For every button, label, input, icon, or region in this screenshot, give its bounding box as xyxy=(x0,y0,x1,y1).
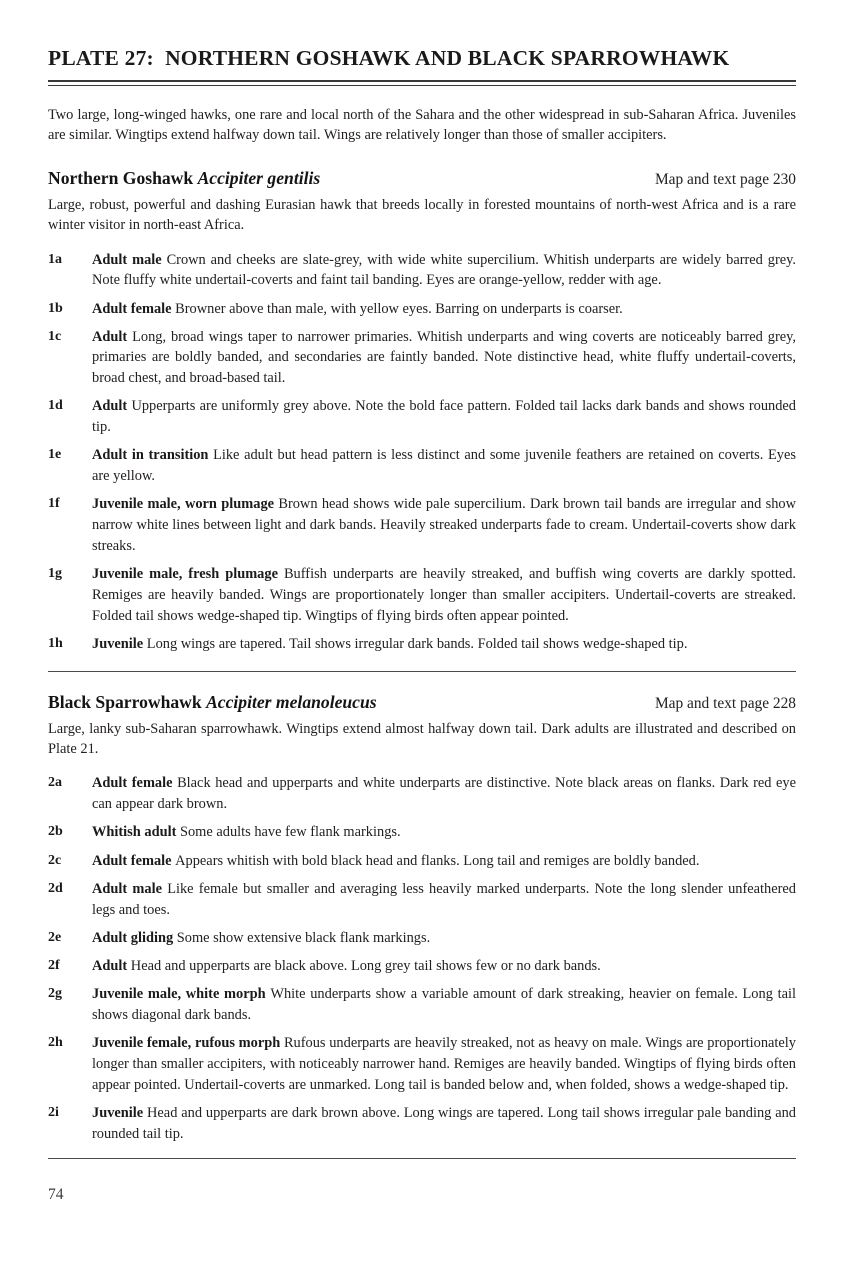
entry-2b xyxy=(48,822,796,843)
species-map-text-reference: Map and text page 228 xyxy=(654,694,796,712)
entry-text: White underparts show a variable amount of dark streaking, heavier on female. Long tail shows diagonal dark bands. xyxy=(92,986,796,1024)
entry-1c xyxy=(48,327,796,389)
entry-text: Crown and cheeks are slate-grey, with wide white supercilium. Whitish underparts are widely barred grey. Note fluffy white undertail-coverts and faint tail banding. Eyes are orange-yellow, redder with age. xyxy=(92,251,796,289)
entry-text: Brown head shows wide pale supercilium. Dark brown tail bands are irregular and show narrow white lines between light and dark bands. Heavily streaked underparts fade to cream. Undertail-coverts show dark streaks. xyxy=(92,496,796,554)
entry-lead: Adult xyxy=(92,328,133,345)
entry-key: 1c xyxy=(48,328,62,344)
entry-lead: Juvenile female, rufous morph xyxy=(92,1035,284,1052)
species-name xyxy=(48,692,377,713)
entry-1b xyxy=(48,299,796,320)
entry-body xyxy=(92,634,796,655)
entry-text: Rufous underparts are heavily streaked, not as heavy on male. Wings are proportionately longer than smaller accipiters, with noticeably narrower hand. Remiges are heavily banded. Wingtips of flying birds often appear pointed. Undertail-coverts are unmarked. Long tail is banded below and, when folded, shows a wedge-shaped tip. xyxy=(92,1035,796,1093)
species-heading xyxy=(48,168,796,189)
entry-lead: Juvenile xyxy=(92,635,147,652)
entry-text: Head and upperparts are black above. Long grey tail shows few or no dark bands. xyxy=(130,958,601,975)
entry-body xyxy=(92,851,796,872)
entry-2i xyxy=(48,1103,796,1144)
entry-body xyxy=(92,250,796,291)
entry-key: 2b xyxy=(48,824,63,840)
entry-text: Some show extensive black flank markings. xyxy=(176,929,431,946)
entry-lead: Adult male xyxy=(92,880,168,897)
species-section-divider xyxy=(48,671,796,672)
entry-lead: Adult gliding xyxy=(92,929,177,946)
entry-text: Long, broad wings taper to narrower primaries. Whitish underparts and wing coverts are noticeably barred grey, primaries are boldly banded, and secondaries are faintly banded. Note distinctive head, white fluffy undertail-coverts, broad chest, and broad-based tail. xyxy=(92,328,796,387)
entry-lead: Adult female xyxy=(92,852,176,869)
entry-lead: Adult in transition xyxy=(92,447,214,464)
entry-2e xyxy=(48,928,796,949)
species-scientific-name: Accipiter gentilis xyxy=(197,167,321,188)
entry-key: 1a xyxy=(48,251,62,267)
entry-text: Like female but smaller and averaging less heavily marked underparts. Note the long slender unfeathered legs and toes. xyxy=(92,880,796,918)
entry-lead: Juvenile male, worn plumage xyxy=(92,496,279,513)
entry-body xyxy=(92,879,796,920)
entry-key: 1h xyxy=(48,635,63,651)
entry-key: 2i xyxy=(48,1104,59,1120)
entry-1g xyxy=(48,564,796,626)
entry-1a xyxy=(48,250,796,291)
entry-lead: Juvenile male, white morph xyxy=(92,986,271,1003)
entry-2h xyxy=(48,1033,796,1095)
entry-lead: Juvenile xyxy=(92,1104,148,1121)
species-block-northern-goshawk xyxy=(48,168,796,655)
entry-key: 1e xyxy=(48,447,62,463)
entry-1f xyxy=(48,494,796,556)
page-number: 74 xyxy=(48,1186,64,1203)
entry-body xyxy=(92,396,796,437)
entry-body xyxy=(92,1103,796,1144)
entry-2g xyxy=(48,984,796,1025)
species-map-text-reference: Map and text page 230 xyxy=(654,170,796,188)
entry-text: Upperparts are uniformly grey above. Note the bold face pattern. Folded tail lacks dark bands and shows rounded tip. xyxy=(92,398,796,436)
entry-text: Like adult but head pattern is less distinct and some juvenile feathers are retained on coverts. Eyes are yellow. xyxy=(92,447,796,485)
species-description: Large, lanky sub-Saharan sparrowhawk. Wingtips extend almost halfway down tail. Dark adults are illustrated and described on Plate 21. xyxy=(48,720,796,757)
entry-body xyxy=(92,956,796,977)
species-scientific-name: Accipiter melanoleucus xyxy=(206,691,377,712)
entry-body xyxy=(92,494,796,556)
page-title: PLATE 27: NORTHERN GOSHAWK AND BLACK SPARROWHAWK xyxy=(48,46,730,70)
entry-2c xyxy=(48,851,796,872)
bottom-section-divider xyxy=(48,1158,796,1159)
entry-key: 2h xyxy=(48,1035,63,1051)
species-name xyxy=(48,168,320,189)
entry-1d xyxy=(48,396,796,437)
species-common-name: Black Sparrowhawk xyxy=(48,691,207,712)
entry-key: 2g xyxy=(48,986,62,1002)
entry-body xyxy=(92,773,796,814)
plate-intro-text: Two large, long-winged hawks, one rare and local north of the Sahara and the other widespread in sub-Saharan Africa. Juveniles are similar. Wingtips extend halfway down tail. Wings are relatively longer than those of smaller accipiters. xyxy=(48,106,796,144)
species-entry-list xyxy=(48,250,796,655)
entry-key: 2f xyxy=(48,958,60,974)
page-content xyxy=(48,46,796,1159)
entry-key: 1f xyxy=(48,496,60,512)
entry-body xyxy=(92,822,796,843)
entry-body xyxy=(92,1033,796,1095)
entry-key: 2d xyxy=(48,880,63,896)
species-heading xyxy=(48,692,796,713)
entry-2d xyxy=(48,879,796,920)
entry-key: 2c xyxy=(48,852,62,868)
entry-key: 1d xyxy=(48,398,63,414)
entry-body xyxy=(92,984,796,1025)
entry-key: 2a xyxy=(48,775,62,791)
entry-lead: Adult female xyxy=(92,775,178,792)
entry-lead: Adult xyxy=(92,398,132,415)
entry-key: 1g xyxy=(48,566,62,582)
entry-text: Black head and upperparts and white underparts are distinctive. Note black areas on flanks. Dark red eye can appear dark brown. xyxy=(92,775,796,813)
entry-2f xyxy=(48,956,796,977)
entry-lead: Whitish adult xyxy=(92,824,180,841)
entry-body xyxy=(92,928,796,949)
entry-1h xyxy=(48,634,796,655)
entry-text: Long wings are tapered. Tail shows irregular dark bands. Folded tail shows wedge-shaped tip. xyxy=(146,635,688,652)
entry-body xyxy=(92,445,796,486)
entry-lead: Adult xyxy=(92,958,131,975)
entry-text: Buffish underparts are heavily streaked, and buffish wing coverts are darkly spotted. Remiges are heavily banded. Wings are proportionately longer than smaller accipiters. Undertail-coverts are streaked. Folded tail shows wedge-shaped tip. Wingtips of flying birds often appear pointed. xyxy=(92,566,797,624)
entry-lead: Adult male xyxy=(92,251,167,268)
species-entry-list xyxy=(48,773,796,1144)
entry-text: Appears whitish with bold black head and flanks. Long tail and remiges are boldly banded. xyxy=(175,852,700,869)
entry-key: 2e xyxy=(48,929,62,945)
entry-lead: Juvenile male, fresh plumage xyxy=(92,566,284,583)
entry-2a xyxy=(48,773,796,814)
entry-text: Browner above than male, with yellow eyes. Barring on underparts is coarser. xyxy=(175,300,623,317)
species-block-black-sparrowhawk xyxy=(48,692,796,1145)
title-double-rule xyxy=(48,80,796,86)
entry-1e xyxy=(48,445,796,486)
entry-text: Some adults have few flank markings. xyxy=(179,824,401,841)
species-description: Large, robust, powerful and dashing Eurasian hawk that breeds locally in forested mountains of north-west Africa and is a rare winter visitor in north-east Africa. xyxy=(48,196,796,234)
entry-body xyxy=(92,564,796,626)
species-common-name: Northern Goshawk xyxy=(48,167,198,188)
entry-key: 1b xyxy=(48,300,63,316)
entry-lead: Adult female xyxy=(92,300,176,317)
entry-text: Head and upperparts are dark brown above. Long wings are tapered. Long tail shows irregular pale banding and rounded tail tip. xyxy=(92,1104,796,1142)
entry-body xyxy=(92,299,796,320)
entry-body xyxy=(92,327,796,389)
